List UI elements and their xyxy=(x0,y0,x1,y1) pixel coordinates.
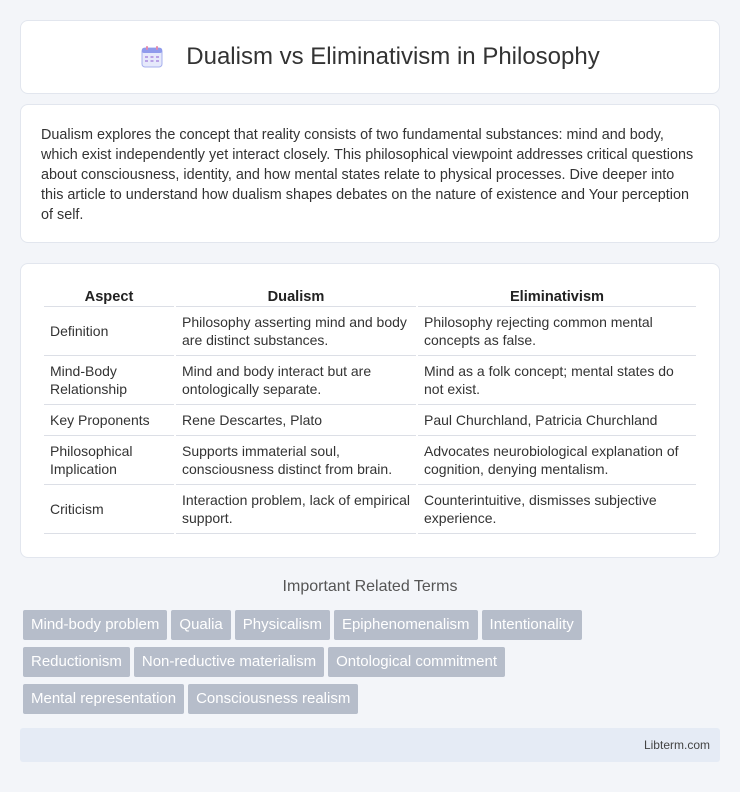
table-cell: Philosophical Implication xyxy=(44,436,174,485)
table-row xyxy=(44,436,696,485)
intro-text: Dualism explores the concept that reality consists of two fundamental substances: mind and body, which exist independently yet interact closely. This philosophical viewpoint addresses critical questions about consciousness, identity, and how mental states relate to physical processes. Dive deeper into this article to understand how dualism shapes debates on the nature of existence and Your perception of self. xyxy=(41,127,694,223)
table-header-row xyxy=(44,286,696,307)
term-tag[interactable]: Ontological commitment xyxy=(328,647,505,677)
term-tag[interactable]: Consciousness realism xyxy=(188,684,358,714)
table-cell: Key Proponents xyxy=(44,405,174,436)
table-cell: Mind as a folk concept; mental states do not exist. xyxy=(418,356,696,405)
comparison-table xyxy=(42,286,698,534)
table-cell: Criticism xyxy=(44,485,174,534)
term-tag[interactable]: Physicalism xyxy=(235,610,330,640)
table-row xyxy=(44,485,696,534)
footer xyxy=(20,728,720,762)
table-row xyxy=(44,356,696,405)
footer-site-link[interactable]: Libterm.com xyxy=(643,738,710,752)
table-row xyxy=(44,307,696,356)
table-cell: Mind and body interact but are ontologically separate. xyxy=(176,356,416,405)
table-cell: Definition xyxy=(44,307,174,356)
table-cell: Rene Descartes, Plato xyxy=(176,405,416,436)
header-card xyxy=(20,20,720,94)
table-cell: Interaction problem, lack of empirical support. xyxy=(176,485,416,534)
table-cell: Counterintuitive, dismisses subjective experience. xyxy=(418,485,696,534)
calendar-icon xyxy=(140,45,164,69)
table-cell: Philosophy rejecting common mental concepts as false. xyxy=(418,307,696,356)
table-cell: Philosophy asserting mind and body are distinct substances. xyxy=(176,307,416,356)
term-tag[interactable]: Mental representation xyxy=(23,684,184,714)
intro-card xyxy=(20,104,720,243)
table-row xyxy=(44,405,696,436)
table-cell: Paul Churchland, Patricia Churchland xyxy=(418,405,696,436)
column-header: Eliminativism xyxy=(418,286,696,307)
table-cell: Advocates neurobiological explanation of cognition, denying mentalism. xyxy=(418,436,696,485)
term-tag[interactable]: Epiphenomenalism xyxy=(334,610,478,640)
term-tag[interactable]: Mind-body problem xyxy=(23,610,167,640)
column-header: Dualism xyxy=(176,286,416,307)
related-terms-title: Important Related Terms xyxy=(282,578,458,595)
comparison-card xyxy=(20,263,720,558)
page-title: Dualism vs Eliminativism in Philosophy xyxy=(186,43,600,70)
term-tag[interactable]: Qualia xyxy=(171,610,230,640)
term-tag[interactable]: Intentionality xyxy=(482,610,582,640)
related-terms-list xyxy=(23,610,723,721)
table-cell: Supports immaterial soul, consciousness distinct from brain. xyxy=(176,436,416,485)
column-header: Aspect xyxy=(44,286,174,307)
term-tag[interactable]: Non-reductive materialism xyxy=(134,647,324,677)
table-cell: Mind-Body Relationship xyxy=(44,356,174,405)
term-tag[interactable]: Reductionism xyxy=(23,647,130,677)
